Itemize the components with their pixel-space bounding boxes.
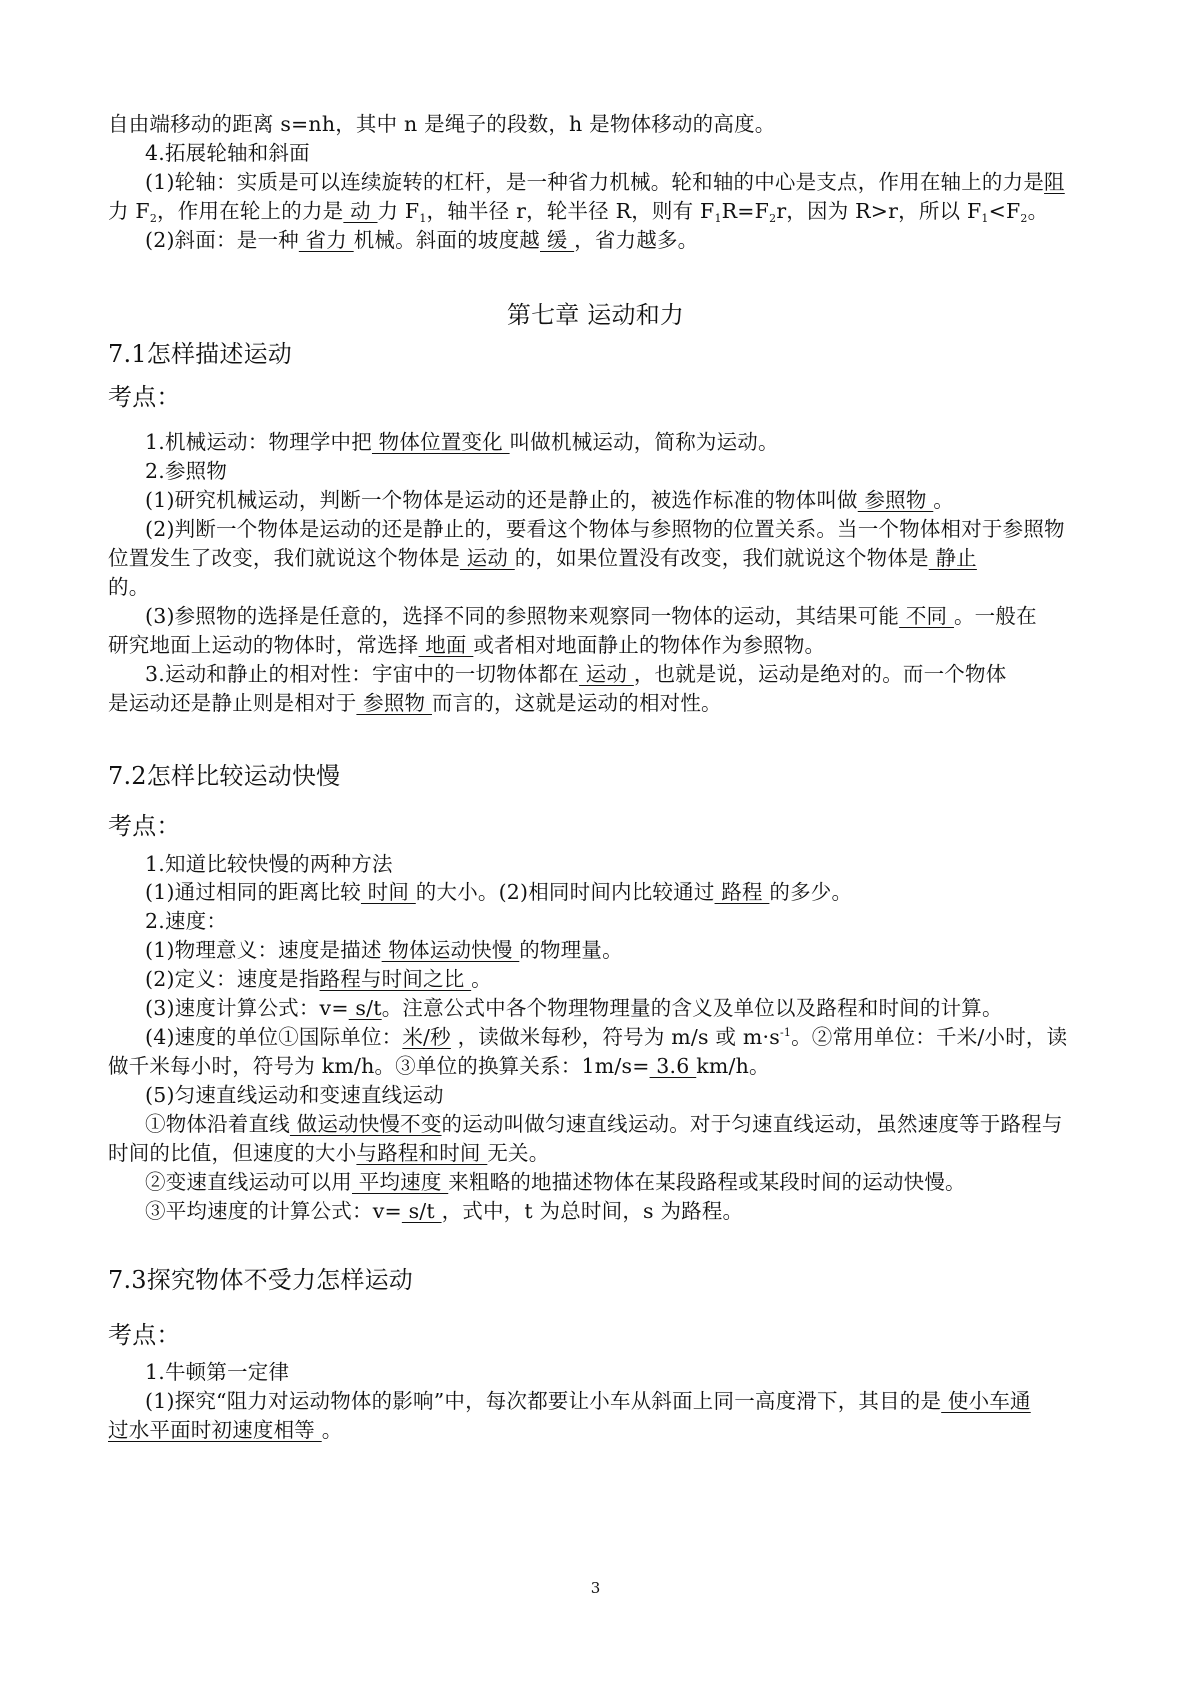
s72-line12: ②变速直线运动可以用 平均速度 来粗略的地描述物体在某段路程或某段时间的运动快慢。 — [145, 1170, 966, 1194]
s71-line8: 研究地面上运动的物体时，常选择 地面 或者相对地面静止的物体作为参照物。 — [108, 633, 826, 657]
item4-title: 4.拓展轮轴和斜面 — [145, 141, 310, 165]
chapter-title: 第七章 运动和力 — [506, 301, 685, 329]
s72-line6: (3)速度计算公式：v= s/t。注意公式中各个物理物理量的含义及单位以及路程和时间的计算。 — [145, 996, 1003, 1020]
section-7-3-title: 7.3探究物体不受力怎样运动 — [108, 1266, 413, 1294]
s71-line5: 位置发生了改变，我们就说这个物体是 运动 的，如果位置没有改变，我们就说这个物体是 静止 — [108, 546, 977, 570]
s72-line7: (4)速度的单位①国际单位：米/秒 ，读做米每秒，符号为 m/s 或 $m\cdot s^{-1}$。②常用单位：千米/小时，读 — [145, 1025, 1068, 1049]
wheel-axle-line1: (1)轮轴：实质是可以连续旋转的杠杆，是一种省力机械。轮和轴的中心是支点，作用在轴上的力是阻 — [145, 170, 1065, 194]
s72-line8: 做千米每小时，符号为 km/h。③单位的换算关系：1m/s= 3.6 km/h。 — [108, 1054, 770, 1078]
s71-line3: (1)研究机械运动，判断一个物体是运动的还是静止的，被选作标准的物体叫做 参照物 。 — [145, 488, 954, 512]
s71-line7: (3)参照物的选择是任意的，选择不同的参照物来观察同一物体的运动，其结果可能 不同 。一般在 — [145, 604, 1037, 628]
s71-line6: 的。 — [108, 575, 150, 599]
s73-line3: 过水平面时初速度相等 。 — [108, 1418, 343, 1442]
s72-line9: (5)匀速直线运动和变速直线运动 — [145, 1083, 444, 1107]
s71-line1: 1.机械运动：物理学中把 物体位置变化 叫做机械运动，简称为运动。 — [145, 430, 779, 454]
s72-line3: 2.速度： — [145, 909, 228, 933]
section-7-1-title: 7.1怎样描述运动 — [108, 340, 292, 368]
slope-line: (2)斜面：是一种 省力 机械。斜面的坡度越 缓 ，省力越多。 — [145, 228, 699, 252]
s72-line2: (1)通过相同的距离比较 时间 的大小。(2)相同时间内比较通过 路程 的多少。 — [145, 880, 853, 904]
section-7-3-label: 考点： — [108, 1321, 181, 1349]
s71-line2: 2.参照物 — [145, 459, 228, 483]
free-end-text: 自由端移动的距离 s=nh，其中 n 是绳子的段数，h 是物体移动的高度。 — [108, 112, 776, 136]
section-7-1-label: 考点： — [108, 383, 181, 411]
s72-line13: ③平均速度的计算公式：v= s/t ，式中，t 为总时间，s 为路程。 — [145, 1199, 744, 1223]
s72-line11: 时间的比值，但速度的大小与路程和时间 无关。 — [108, 1141, 550, 1165]
section-7-2-label: 考点： — [108, 812, 181, 840]
s73-line2: (1)探究“阻力对运动物体的影响”中，每次都要让小车从斜面上同一高度滑下，其目的是 使小车通 — [145, 1389, 1031, 1413]
section-7-2-title: 7.2怎样比较运动快慢 — [108, 762, 341, 790]
s73-line1: 1.牛顿第一定律 — [145, 1360, 290, 1384]
wheel-axle-line2: 力 $F_2$，作用在轮上的力是 动 力 $F_1$，轴半径 r，轮半径 R，则有 $F_1R=F_2r$，因为 R>r，所以 $F_1<F_2$。 — [108, 199, 1049, 225]
s72-line5: (2)定义：速度是指路程与时间之比 。 — [145, 967, 492, 991]
page-number: 3 — [590, 1579, 601, 1597]
s72-line10: ①物体沿着直线 做运动快慢不变的运动叫做匀速直线运动。对于匀速直线运动，虽然速度等于路程与 — [145, 1112, 1063, 1136]
s71-line9: 3.运动和静止的相对性：宇宙中的一切物体都在 运动 ，也就是说，运动是绝对的。而一个物体 — [145, 662, 1007, 686]
s72-line1: 1.知道比较快慢的两种方法 — [145, 852, 393, 876]
s71-line10: 是运动还是静止则是相对于 参照物 而言的，这就是运动的相对性。 — [108, 691, 722, 715]
s72-line4: (1)物理意义：速度是描述 物体运动快慢 的物理量。 — [145, 938, 623, 962]
s71-line4: (2)判断一个物体是运动的还是静止的，要看这个物体与参照物的位置关系。当一个物体相对于参照物 — [145, 517, 1065, 541]
